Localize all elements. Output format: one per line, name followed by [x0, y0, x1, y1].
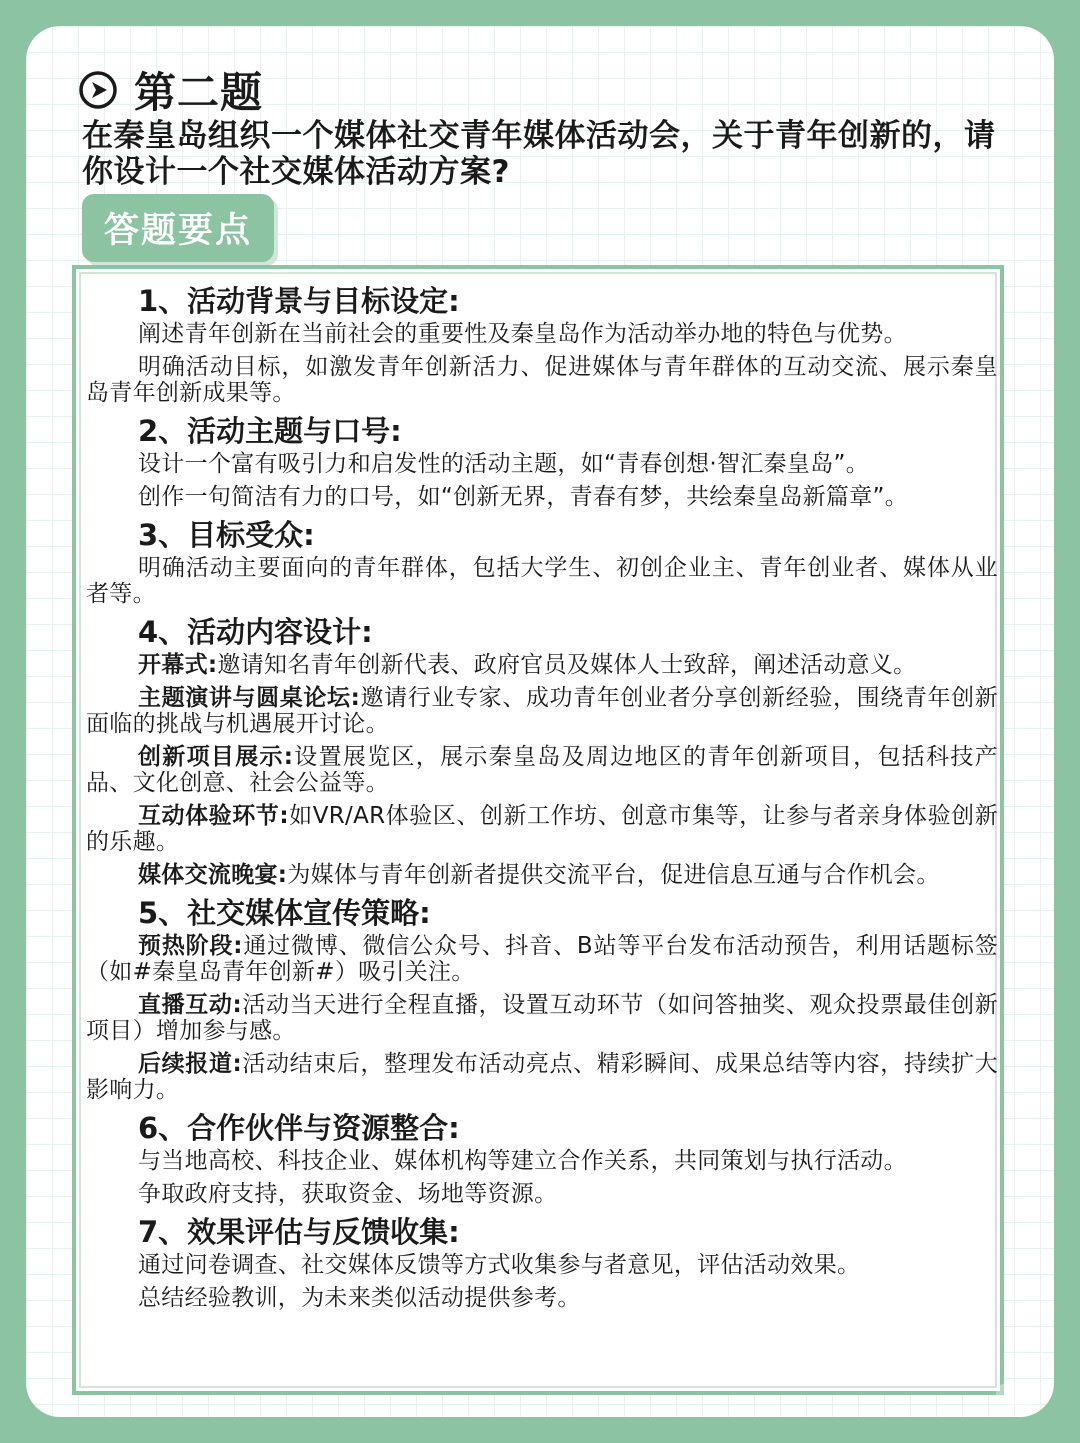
section-title: 1、活动背景与目标设定:: [138, 284, 460, 318]
paragraph-text: 总结经验教训，为未来类似活动提供参考。: [138, 1285, 581, 1311]
section-paragraph: [86, 1051, 998, 1103]
answer-points-badge: 答题要点: [82, 194, 274, 262]
paragraph-text: 争取政府支持，获取资金、场地等资源。: [138, 1181, 558, 1207]
section-paragraph: [86, 744, 998, 796]
answer-content: [86, 283, 998, 1318]
content-card: [26, 26, 1054, 1417]
section-paragraph: [86, 321, 998, 347]
section-paragraph: [86, 933, 998, 985]
section-paragraph: [86, 862, 998, 888]
paragraph-text: 明确活动目标，如激发青年创新活力、促进媒体与青年群体的互动交流、展示秦皇岛青年创新成果等。: [86, 354, 998, 406]
play-circle-icon: [78, 70, 118, 110]
paragraph-lead: 媒体交流晚宴:: [138, 862, 288, 888]
section-title: 2、活动主题与口号:: [138, 414, 402, 448]
section-paragraph: [86, 685, 998, 737]
section-title: 4、活动内容设计:: [138, 615, 373, 649]
section-paragraph: [86, 1252, 998, 1278]
watermark: [996, 1383, 1040, 1405]
paragraph-lead: 开幕式:: [138, 652, 218, 678]
paragraph-lead: 创新项目展示:: [138, 744, 294, 770]
paragraph-lead: 主题演讲与圆桌论坛:: [138, 685, 361, 711]
paragraph-text: 邀请行业专家、成功青年创业者分享创新经验，围绕青年创新面临的挑战与机遇展开讨论。: [86, 685, 998, 737]
paragraph-lead: 直播互动:: [138, 992, 242, 1018]
section-paragraph: [86, 992, 998, 1044]
paragraph-text: 设计一个富有吸引力和启发性的活动主题，如“青春创想·智汇秦皇岛”。: [138, 451, 870, 477]
paragraph-text: 通过微博、微信公众号、抖音、B站等平台发布活动预告，利用话题标签（如#秦皇岛青年创新#）吸引关注。: [86, 933, 998, 985]
paragraph-text: 如VR/AR体验区、创新工作坊、创意市集等，让参与者亲身体验创新的乐趣。: [86, 803, 998, 855]
paragraph-text: 阐述青年创新在当前社会的重要性及秦皇岛作为活动举办地的特色与优势。: [138, 321, 907, 347]
paragraph-text: 为媒体与青年创新者提供交流平台，促进信息互通与合作机会。: [287, 862, 940, 888]
section-paragraph: [86, 652, 998, 678]
answer-box: [72, 265, 1004, 1395]
paragraph-text: 活动当天进行全程直播，设置互动环节（如问答抽奖、观众投票最佳创新项目）增加参与感。: [86, 992, 998, 1044]
section-title: 7、效果评估与反馈收集:: [138, 1215, 460, 1249]
paragraph-lead: 预热阶段:: [138, 933, 243, 959]
section-paragraph: [86, 484, 998, 510]
section-title: 3、目标受众:: [138, 518, 315, 552]
paragraph-text: 明确活动主要面向的青年群体，包括大学生、初创企业主、青年创业者、媒体从业者等。: [86, 555, 998, 607]
paragraph-lead: 互动体验环节:: [138, 803, 289, 829]
page-title: 第二题: [134, 68, 264, 117]
section-paragraph: [86, 803, 998, 855]
section-paragraph: [86, 1148, 998, 1174]
section-paragraph: [86, 451, 998, 477]
paragraph-text: 邀请知名青年创新代表、政府官员及媒体人士致辞，阐述活动意义。: [217, 652, 917, 678]
title-row: [78, 62, 263, 118]
section-title: 6、合作伙伴与资源整合:: [138, 1111, 460, 1145]
paragraph-text: 设置展览区，展示秦皇岛及周边地区的青年创新项目，包括科技产品、文化创意、社会公益等。: [86, 744, 998, 796]
paragraph-text: 活动结束后，整理发布活动亮点、精彩瞬间、成果总结等内容，持续扩大影响力。: [86, 1051, 998, 1103]
paragraph-text: 创作一句简洁有力的口号，如“创新无界，青春有梦，共绘秦皇岛新篇章”。: [138, 484, 909, 510]
paragraph-text: 与当地高校、科技企业、媒体机构等建立合作关系，共同策划与执行活动。: [138, 1148, 907, 1174]
section-paragraph: [86, 1285, 998, 1311]
question-text: 在秦皇岛组织一个媒体社交青年媒体活动会，关于青年创新的，请你设计一个社交媒体活动方案?: [82, 118, 996, 190]
paragraph-text: 通过问卷调查、社交媒体反馈等方式收集参与者意见，评估活动效果。: [138, 1252, 861, 1278]
section-title: 5、社交媒体宣传策略:: [138, 896, 431, 930]
paragraph-lead: 后续报道:: [138, 1051, 242, 1077]
section-paragraph: [86, 1181, 998, 1207]
section-paragraph: [86, 354, 998, 406]
section-paragraph: [86, 555, 998, 607]
